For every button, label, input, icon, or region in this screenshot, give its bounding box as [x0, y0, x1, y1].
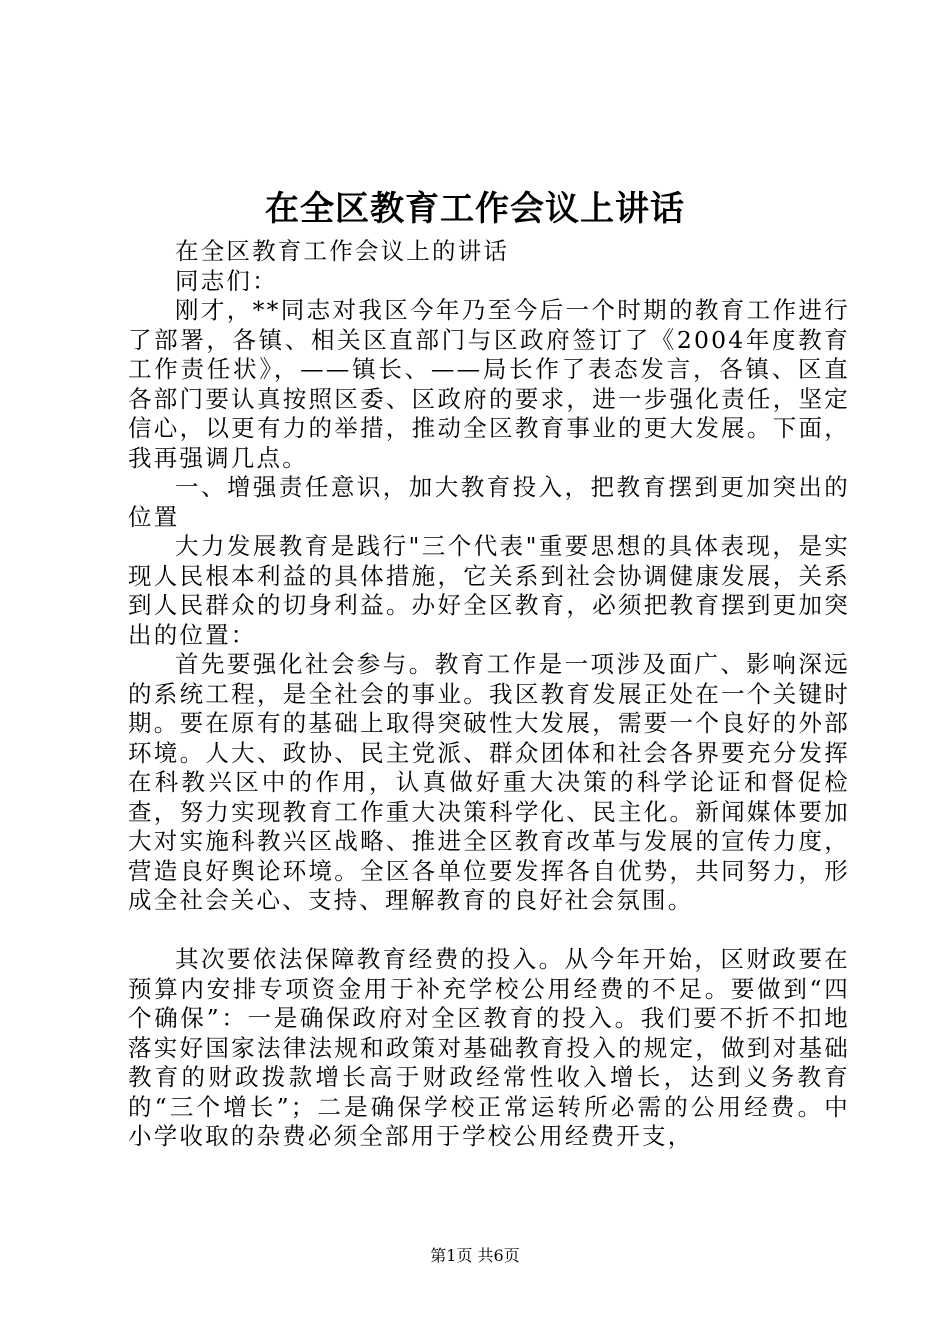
salutation: 同志们： — [175, 266, 278, 295]
paragraph-social-participation: 首先要强化社会参与。教育工作是一项涉及面广、影响深远的系统工程，是全社会的事业。我区教育发展正处在一个关键时期。要在原有的基础上取得突破性大发展，需要一个良好的外部环境。人大、政协、民主党派、群众团体和社会各界要充分发挥在科教兴区中的作用，认真做好重大决策的科学论证和督促检查，努力实现教育工作重大决策科学化、民主化。新闻媒体要加大对实施科教兴区战略、推进全区教育改革与发展的宣传力度，营造良好舆论环境。全区各单位要发挥各自优势，共同努力，形成全社会关心、支持、理解教育的良好社会氛围。 — [128, 650, 850, 914]
section-heading-1: 一、增强责任意识，加大教育投入，把教育摆到更加突出的位置 — [128, 473, 850, 531]
paragraph-intro: 刚才，**同志对我区今年乃至今后一个时期的教育工作进行了部署，各镇、相关区直部门与区政府签订了《2004年度教育工作责任状》，——镇长、——局长作了表态发言，各镇、区直各部门要认真按照区委、区政府的要求，进一步强化责任，坚定信心，以更有力的举措，推动全区教育事业的更大发展。下面，我再强调几点。 — [128, 296, 850, 472]
paragraph-funding: 其次要依法保障教育经费的投入。从今年开始，区财政要在预算内安排专项资金用于补充学校公用经费的不足。要做到“四个确保”：一是确保政府对全区教育的投入。我们要不折不扣地落实好国家法律法规和政策对基础教育投入的规定，做到对基础教育的财政拨款增长高于财政经常性收入增长，达到义务教育的“三个增长”；二是确保学校正常运转所必需的公用经费。中小学收取的杂费必须全部用于学校公用经费开支， — [128, 945, 850, 1150]
document-body — [128, 237, 850, 1152]
page-number: 第1页 共6页 — [430, 1246, 520, 1265]
document-title: 在全区教育工作会议上讲话 — [265, 189, 685, 229]
paragraph-importance: 大力发展教育是践行"三个代表"重要思想的具体表现，是实现人民根本利益的具体措施，它关系到社会协调健康发展，关系到人民群众的切身利益。办好全区教育，必须把教育摆到更加突出的位置： — [128, 532, 850, 649]
speech-subtitle: 在全区教育工作会议上的讲话 — [175, 237, 510, 265]
